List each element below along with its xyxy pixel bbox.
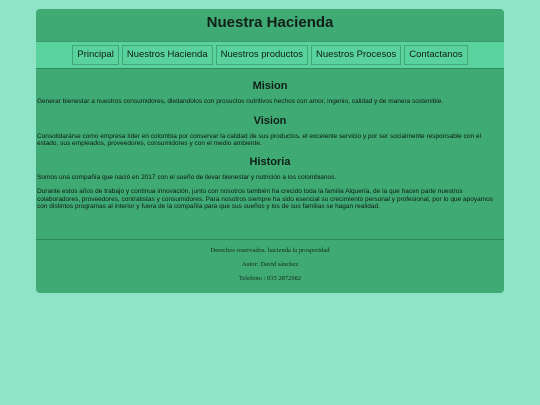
mision-text: Generar bienestar a nuestros consumidores, dleitandolos con prosuctos nutritivos hechos con amor, ingenio, calidad y de manera sostenible. — [37, 98, 444, 105]
nav-item-contactanos[interactable]: Contactanos — [404, 45, 467, 65]
historia-heading: Historia — [249, 155, 291, 168]
historia-text-2: Durante estos años de trabajo y continua innovación, junto con nosotros también ha crecido toda la familia Alquería, de la que hacen parte nuestros colaboradores, proveedores, contratistas y consumidores. Para nosotros siempre ha sido esencial su crecimiento personal y profesional, por lo que apoyamos con distintos programas al interior y fuera de la compañía para que sus sueños y los de sus familias se hagan realidad. — [37, 188, 493, 210]
footer-rights: Derechos reservados. hacienda la prosperidad — [210, 247, 330, 254]
mision-heading: Mision — [252, 80, 288, 92]
main-nav — [36, 41, 504, 69]
site-footer — [36, 239, 504, 286]
footer-author: Autor: David sánchez — [241, 261, 299, 268]
main-content — [36, 80, 504, 211]
page-container — [36, 9, 504, 293]
nav-item-nuestros-hacienda[interactable]: Nuestros Hacienda — [122, 45, 213, 65]
vision-heading: Vision — [253, 114, 287, 127]
nav-item-principal[interactable]: Principal — [72, 45, 118, 65]
footer-phone: Telefono : 035 2872982 — [238, 275, 302, 282]
site-title: Nuestra Hacienda — [206, 14, 334, 31]
historia-text-1: Somos una compañía que nació en 2017 con el sueño de llevar bienestar y nutrición a los colombianos. — [37, 173, 337, 181]
nav-item-nuestros-productos[interactable]: Nuestros productos — [216, 45, 308, 65]
vision-text: Consolidarárse como empresa líder en colombia por conservar la calidad de sus productos, el excelente servicio y por ser socialmente responsable con el estado, sus empleados, proveedores, consumidores y con el medio ambiente. — [37, 132, 482, 147]
nav-item-nuestros-procesos[interactable]: Nuestros Procesos — [311, 45, 401, 65]
